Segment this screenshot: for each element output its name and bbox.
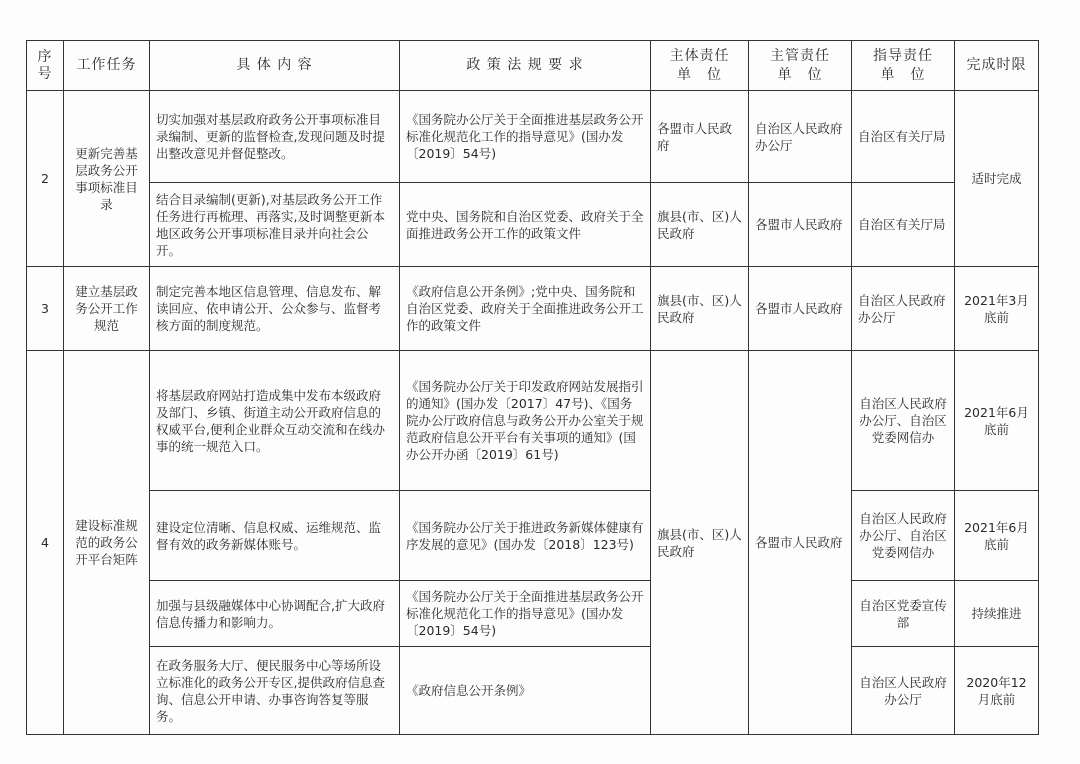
row-policy: 《国务院办公厅关于推进政务新媒体健康有序发展的意见》(国办发〔2018〕123号) (400, 491, 651, 581)
row-policy: 《政府信息公开条例》 (400, 647, 651, 735)
row-main-resp: 各盟市人民政府 (651, 91, 749, 183)
row-deadline: 持续推进 (955, 581, 1039, 647)
row-content: 切实加强对基层政府政务公开事项标准目录编制、更新的监督检查,发现问题及时提出整改意见并督促整改。 (150, 91, 400, 183)
table-row (27, 183, 1039, 267)
header-content: 具 体 内 容 (150, 41, 400, 91)
header-policy: 政 策 法 规 要 求 (400, 41, 651, 91)
header-main-resp-line2: 单 位 (677, 66, 722, 83)
row-content: 制定完善本地区信息管理、信息发布、解读回应、依申请公开、公众参与、监督考核方面的制度规范。 (150, 267, 400, 351)
row-task: 更新完善基层政务公开事项标准目录 (64, 91, 150, 267)
row-supervisor: 自治区人民政府办公厅 (749, 91, 852, 183)
table-row (27, 581, 1039, 647)
row-supervisor: 各盟市人民政府 (749, 267, 852, 351)
row-content: 在政务服务大厅、便民服务中心等场所设立标准化的政务公开专区,提供政府信息查询、信息公开申请、办事咨询答复等服务。 (150, 647, 400, 735)
table-row (27, 647, 1039, 735)
row-seq: 3 (27, 267, 64, 351)
header-main-resp (651, 41, 749, 91)
row-content: 建设定位清晰、信息权威、运维规范、监督有效的政务新媒体账号。 (150, 491, 400, 581)
row-policy: 《政府信息公开条例》;党中央、国务院和自治区党委、政府关于全面推进政务公开工作的政策文件 (400, 267, 651, 351)
header-guidance-line2: 单 位 (880, 66, 926, 83)
row-guidance: 自治区党委宣传部 (852, 581, 955, 647)
table-row (27, 491, 1039, 581)
row-main-resp: 旗县(市、区)人民政府 (651, 183, 749, 267)
row-policy: 《国务院办公厅关于印发政府网站发展指引的通知》(国办发〔2017〕47号)、《国务院办公厅政府信息与政务公开办公室关于规范政府信息公开平台有关事项的通知》(国办公开办函〔2019〕61号) (400, 351, 651, 491)
row-guidance: 自治区人民政府办公厅、自治区党委网信办 (852, 351, 955, 491)
header-supervisor-line1: 主管责任 (770, 47, 830, 64)
table-row (27, 91, 1039, 183)
header-row (27, 41, 1039, 91)
row-guidance: 自治区人民政府办公厅、自治区党委网信办 (852, 491, 955, 581)
row-policy: 党中央、国务院和自治区党委、政府关于全面推进政务公开工作的政策文件 (400, 183, 651, 267)
header-supervisor-line2: 单 位 (777, 66, 823, 83)
row-deadline: 2020年12月底前 (955, 647, 1039, 735)
row-guidance: 自治区人民政府办公厅 (852, 647, 955, 735)
task-table (26, 40, 1039, 735)
row-guidance: 自治区有关厅局 (852, 183, 955, 267)
row-task: 建设标准规范的政务公开平台矩阵 (64, 351, 150, 735)
header-seq: 序号 (27, 41, 64, 91)
row-supervisor: 各盟市人民政府 (749, 183, 852, 267)
row-guidance: 自治区人民政府办公厅 (852, 267, 955, 351)
row-policy: 《国务院办公厅关于全面推进基层政务公开标准化规范化工作的指导意见》(国办发〔2019〕54号) (400, 581, 651, 647)
row-content: 加强与县级融媒体中心协调配合,扩大政府信息传播力和影响力。 (150, 581, 400, 647)
row-policy: 《国务院办公厅关于全面推进基层政务公开标准化规范化工作的指导意见》(国办发〔2019〕54号) (400, 91, 651, 183)
row-deadline: 2021年6月底前 (955, 491, 1039, 581)
row-supervisor: 各盟市人民政府 (749, 351, 852, 735)
row-deadline: 2021年6月底前 (955, 351, 1039, 491)
header-supervisor (749, 41, 852, 91)
row-main-resp: 旗县(市、区)人民政府 (651, 267, 749, 351)
table-row (27, 351, 1039, 491)
row-content: 将基层政府网站打造成集中发布本级政府及部门、乡镇、街道主动公开政府信息的权威平台,便利企业群众互动交流和在线办事的统一规范入口。 (150, 351, 400, 491)
header-deadline: 完成时限 (955, 41, 1039, 91)
row-main-resp: 旗县(市、区)人民政府 (651, 351, 749, 735)
row-task: 建立基层政务公开工作规范 (64, 267, 150, 351)
row-guidance: 自治区有关厅局 (852, 91, 955, 183)
row-seq: 4 (27, 351, 64, 735)
header-guidance-line1: 指导责任 (873, 47, 933, 64)
row-seq: 2 (27, 91, 64, 267)
table-row (27, 267, 1039, 351)
header-main-resp-line1: 主体责任 (669, 47, 730, 64)
row-content: 结合目录编制(更新),对基层政务公开工作任务进行再梳理、再落实,及时调整更新本地区政务公开事项标准目录并向社会公开。 (150, 183, 400, 267)
row-deadline: 2021年3月底前 (955, 267, 1039, 351)
header-task: 工作任务 (64, 41, 150, 91)
row-deadline: 适时完成 (955, 91, 1039, 267)
header-guidance (852, 41, 955, 91)
